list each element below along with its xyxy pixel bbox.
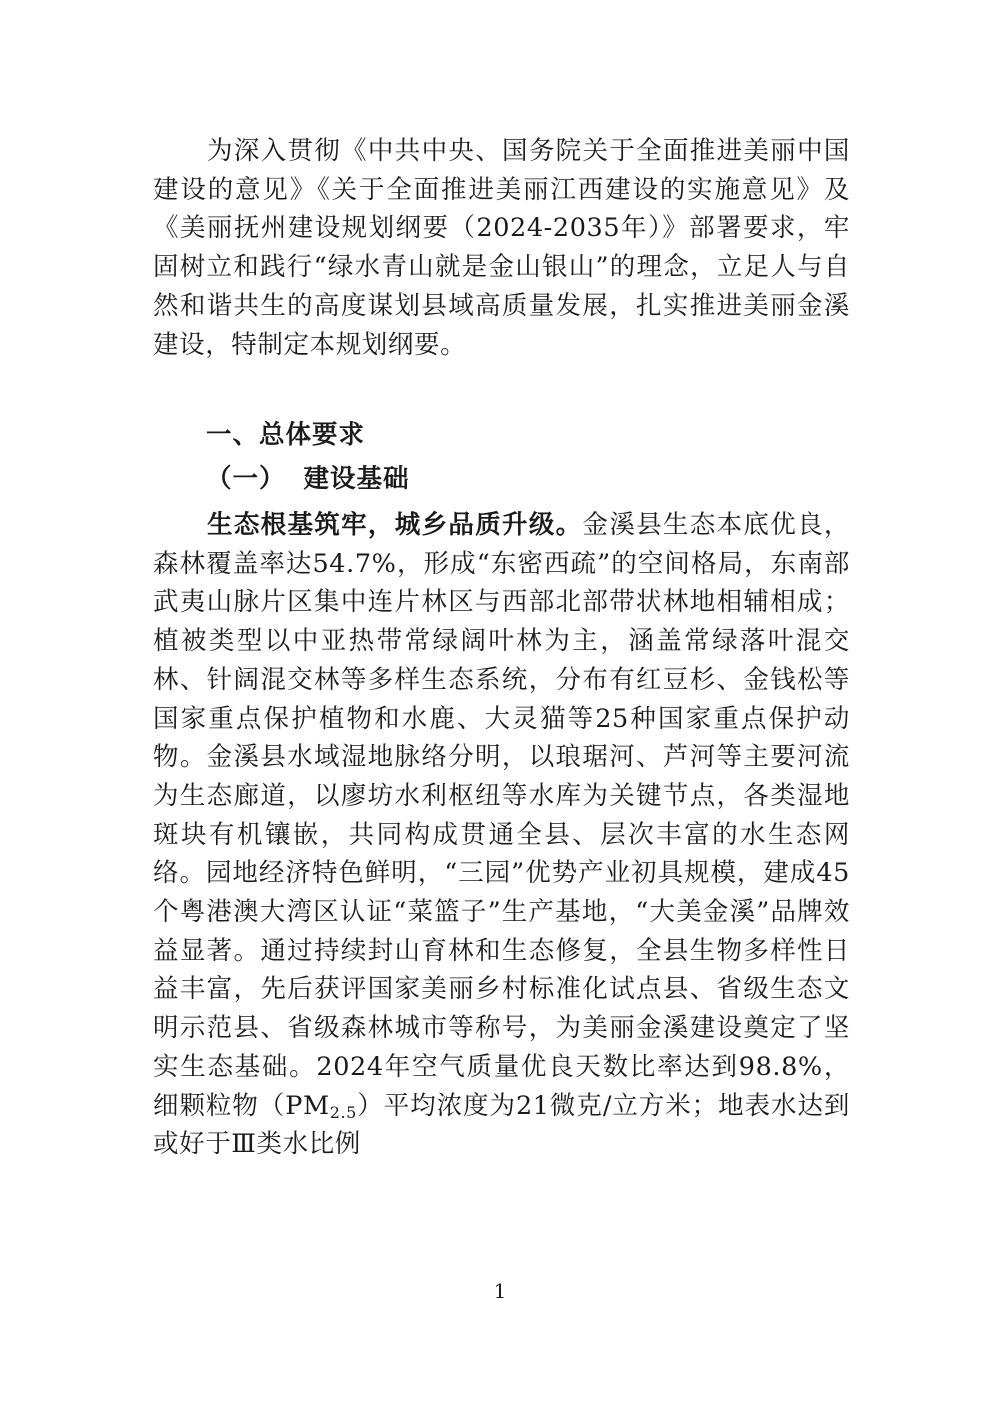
body-paragraph	[153, 506, 850, 1164]
subsection-heading	[206, 460, 410, 498]
section-heading: 一、总体要求	[206, 420, 366, 450]
body-text-continued: ）平均浓度为21微克/立方米；地表水达到或好于Ⅲ类水比例	[153, 1090, 850, 1160]
subsection-label: （一）	[206, 464, 286, 494]
body-text: 金溪县生态本底优良，森林覆盖率达54.7%，形成“东密西疏”的空间格局，东南部武夷山脉片区集中连片林区与西部北部带状林地相辅相成；植被类型以中亚热带常绿阔叶林为主，涵盖常绿落叶混交林、针阔混交林等多样生态系统，分布有红豆杉、金钱松等国家重点保护植物和水鹿、大灵猫等25种国家重点保护动物。金溪县水域湿地脉络分明，以琅琚河、芦河等主要河流为生态廊道，以廖坊水利枢纽等水库为关键节点，各类湿地斑块有机镶嵌，共同构成贯通全县、层次丰富的水生态网络。园地经济特色鲜明，“三园”优势产业初具规模，建成45个粤港澳大湾区认证“菜篮子”生产基地，“大美金溪”品牌效益显著。通过持续封山育林和生态修复，全县生物多样性日益丰富，先后获评国家美丽乡村标准化试点县、省级生态文明示范县、省级森林城市等称号，为美丽金溪建设奠定了坚实生态基础。2024年空气质量优良天数比率达到98.8%，细颗粒物（PM	[153, 510, 850, 1121]
body-lead-sentence: 生态根基筑牢，城乡品质升级。	[207, 510, 583, 540]
page-number: 1	[493, 1279, 507, 1303]
pm-subscript: 2.5	[329, 1102, 357, 1122]
intro-paragraph: 为深入贯彻《中共中央、国务院关于全面推进美丽中国建设的意见》《关于全面推进美丽江西建设的实施意见》及《美丽抚州建设规划纲要（2024-2035年）》部署要求，牢固树立和践行“绿水青山就是金山银山”的理念，立足人与自然和谐共生的高度谋划县域高质量发展，扎实推进美丽金溪建设，特制定本规划纲要。	[153, 136, 850, 360]
subsection-title: 建设基础	[303, 464, 410, 494]
